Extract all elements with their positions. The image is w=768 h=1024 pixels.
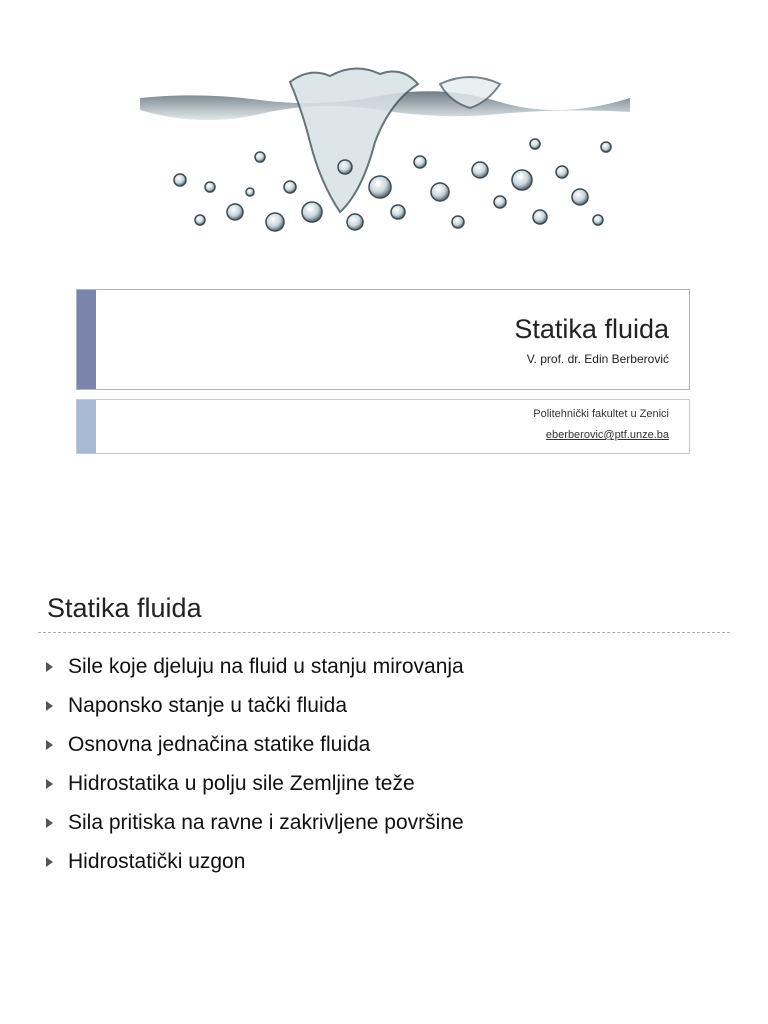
triangle-bullet-icon [46,818,53,828]
email-link[interactable]: eberberovic@ptf.unze.ba [545,429,669,441]
list-item [46,764,464,803]
bullet-text: Hidrostatika u polju sile Zemljine teže [68,771,415,795]
bullet-text: Osnovna jednačina statike fluida [68,732,371,756]
list-item [46,803,464,842]
triangle-bullet-icon [46,857,53,867]
info-box [76,399,690,454]
triangle-bullet-icon [46,740,53,750]
bullet-text: Hidrostatički uzgon [68,849,246,873]
title-box [76,289,690,390]
triangle-bullet-icon [46,701,53,711]
triangle-bullet-icon [46,779,53,789]
bullet-text: Sile koje djeluju na fluid u stanju mirovanja [68,654,464,678]
bullet-text: Naponsko stanje u tački fluida [68,693,347,717]
contents-slide [0,575,768,1024]
list-item [46,842,464,881]
bullet-text: Sila pritiska na ravne i zakrivljene površine [68,810,464,834]
slide-title: Statika fluida [47,593,202,623]
bullet-list [46,647,464,881]
list-item [46,725,464,764]
water-splash-image [140,62,630,242]
list-item [46,647,464,686]
title-accent-bar [77,290,96,389]
author-name: V. prof. dr. Edin Berberović [526,352,669,366]
title-divider [38,632,730,633]
presentation-title: Statika fluida [514,314,669,344]
institution-name: Politehnički fakultet u Zenici [533,408,669,420]
info-accent-bar [77,400,96,453]
list-item [46,686,464,725]
triangle-bullet-icon [46,662,53,672]
